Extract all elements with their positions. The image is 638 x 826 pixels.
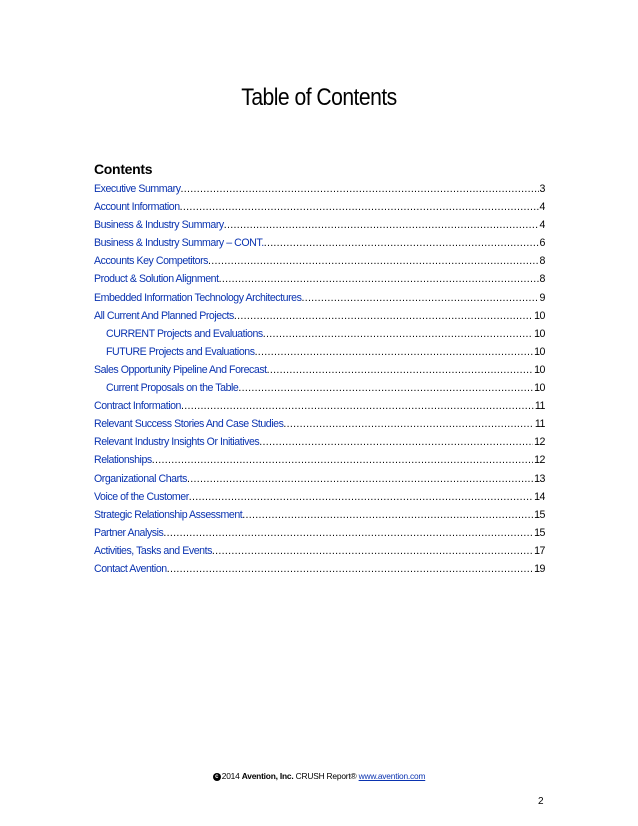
toc-page-number: 4: [539, 219, 545, 232]
toc-entry-link[interactable]: CURRENT Projects and Evaluations: [106, 327, 263, 340]
footer-product: CRUSH Report®: [295, 771, 357, 781]
toc-entry-link[interactable]: Current Proposals on the Table: [106, 382, 239, 395]
toc-entry-link[interactable]: Activities, Tasks and Events: [94, 544, 212, 557]
toc-dot-leader: [181, 397, 534, 415]
toc-page-number: 4: [539, 201, 545, 214]
toc-page-number: 15: [534, 526, 545, 539]
toc-entry-link[interactable]: Business & Industry Summary – CONT.: [94, 237, 264, 250]
toc-page-number: 3: [539, 183, 545, 195]
toc-entry[interactable]: [94, 542, 545, 560]
toc-entry[interactable]: [94, 506, 545, 524]
toc-dot-leader: [234, 307, 533, 325]
toc-entry-link[interactable]: Partner Analysis: [94, 526, 164, 539]
toc-dot-leader: [263, 325, 533, 343]
toc-entry[interactable]: [94, 470, 545, 488]
toc-entry[interactable]: [94, 379, 545, 397]
toc-entry-link[interactable]: Contract Information: [94, 400, 181, 413]
toc-entry[interactable]: [94, 560, 545, 578]
copyright-icon: c: [213, 773, 221, 781]
toc-page-number: 10: [534, 363, 545, 376]
toc-dot-leader: [224, 216, 539, 234]
toc-page-number: 17: [534, 544, 545, 557]
footer-url-link[interactable]: www.avention.com: [358, 771, 426, 781]
toc-entry-link[interactable]: Sales Opportunity Pipeline And Forecast: [94, 363, 267, 376]
toc-dot-leader: [283, 415, 533, 433]
toc-dot-leader: [167, 560, 533, 578]
toc-page-number: 11: [534, 400, 545, 413]
toc-entry-link[interactable]: Contact Avention: [94, 562, 167, 575]
page-number: 2: [538, 796, 544, 807]
toc-dot-leader: [152, 451, 533, 469]
toc-entry-link[interactable]: Executive Summary: [94, 183, 181, 195]
toc-dot-leader: [189, 488, 533, 506]
toc-dot-leader: [187, 470, 533, 488]
toc-entry[interactable]: [94, 252, 545, 270]
page-title: Table of Contents: [241, 84, 397, 111]
toc-page-number: 12: [534, 436, 545, 449]
toc-page-number: 10: [534, 327, 545, 340]
footer-year: 2014: [221, 771, 240, 781]
toc-dot-leader: [180, 198, 539, 216]
toc-dot-leader: [212, 542, 533, 560]
toc-page-number: 15: [534, 508, 545, 521]
toc-page-number: 6: [539, 237, 545, 250]
toc-page-number: 8: [539, 273, 545, 286]
toc-dot-leader: [301, 289, 538, 307]
toc-entry[interactable]: [94, 307, 545, 325]
toc-page-number: 13: [534, 472, 545, 485]
toc-entry[interactable]: [94, 325, 545, 343]
toc-entry[interactable]: [94, 343, 545, 361]
toc-dot-leader: [242, 506, 533, 524]
toc-page-number: 14: [534, 490, 545, 503]
toc-entry-link[interactable]: Account Information: [94, 201, 180, 214]
toc-entry[interactable]: [94, 180, 545, 198]
contents-heading: Contents: [94, 161, 153, 177]
toc-entry-link[interactable]: Organizational Charts: [94, 472, 188, 485]
toc-page-number: 10: [534, 345, 545, 358]
toc-entry-link[interactable]: Business & Industry Summary: [94, 219, 224, 232]
toc-dot-leader: [238, 379, 533, 397]
toc-page-number: 10: [534, 309, 545, 322]
toc-entry[interactable]: [94, 234, 545, 252]
toc-entry-link[interactable]: Voice of the Customer: [94, 490, 189, 503]
toc-list: [94, 180, 545, 578]
toc-entry-link[interactable]: Relevant Success Stories And Case Studies: [94, 418, 284, 431]
toc-entry[interactable]: [94, 361, 545, 379]
toc-entry-link[interactable]: Relevant Industry Insights Or Initiatives: [94, 436, 260, 449]
toc-entry-link[interactable]: All Current And Planned Projects: [94, 309, 234, 322]
toc-dot-leader: [255, 343, 534, 361]
toc-entry[interactable]: [94, 488, 545, 506]
toc-entry-link[interactable]: Strategic Relationship Assessment: [94, 508, 243, 521]
toc-entry[interactable]: [94, 216, 545, 234]
toc-entry[interactable]: [94, 289, 545, 307]
toc-page-number: 8: [539, 255, 545, 268]
toc-entry-link[interactable]: Accounts Key Competitors: [94, 255, 209, 268]
toc-dot-leader: [181, 180, 539, 198]
toc-entry[interactable]: [94, 524, 545, 542]
toc-page-number: 11: [534, 418, 545, 431]
toc-dot-leader: [163, 524, 533, 542]
toc-entry-link[interactable]: FUTURE Projects and Evaluations: [106, 345, 255, 358]
toc-entry[interactable]: [94, 270, 545, 288]
toc-entry[interactable]: [94, 433, 545, 451]
footer-company: Avention, Inc.: [241, 771, 294, 781]
toc-page-number: 19: [534, 562, 545, 575]
toc-dot-leader: [264, 234, 539, 252]
toc-entry[interactable]: [94, 397, 545, 415]
toc-entry-link[interactable]: Embedded Information Technology Architectures: [94, 291, 302, 304]
toc-dot-leader: [259, 433, 533, 451]
toc-dot-leader: [267, 361, 533, 379]
toc-entry-link[interactable]: Relationships: [94, 454, 152, 467]
toc-page-number: 9: [539, 291, 545, 304]
footer: [0, 771, 638, 781]
toc-entry-link[interactable]: Product & Solution Alignment: [94, 273, 219, 286]
toc-entry[interactable]: [94, 198, 545, 216]
toc-entry[interactable]: [94, 415, 545, 433]
toc-page-number: 10: [534, 382, 545, 395]
toc-dot-leader: [208, 252, 539, 270]
toc-page-number: 12: [534, 454, 545, 467]
toc-dot-leader: [219, 270, 539, 288]
toc-entry[interactable]: [94, 451, 545, 469]
